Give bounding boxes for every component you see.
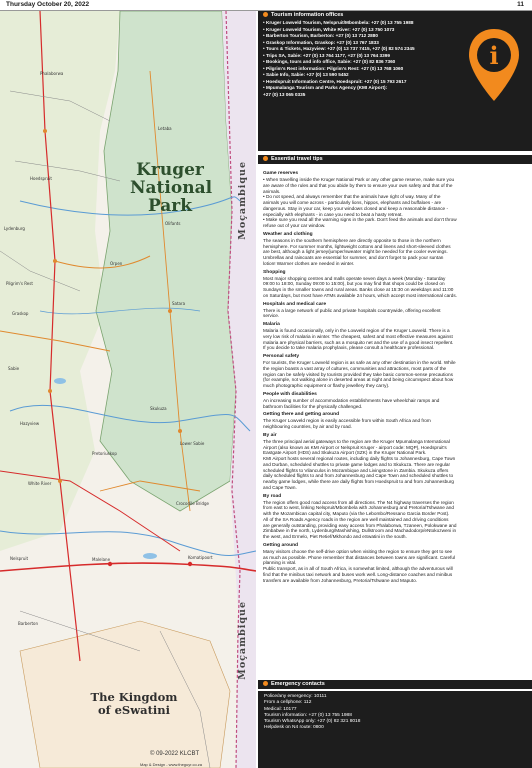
tip-line: Airport (also known as KMI Airport or Nelspruit Kruger - airport code: MQP), Hoedspruit's bbox=[263, 444, 447, 450]
list-item: • Hoedspruit Information Centre, Hoedspruit: +27 (0) 15 793 2617 bbox=[263, 78, 407, 84]
place-label: Letaba bbox=[158, 126, 172, 131]
place-label: Nelspruit bbox=[10, 556, 29, 561]
place-label: Graskop bbox=[12, 311, 29, 316]
emergency-panel bbox=[258, 691, 532, 768]
info-pin-icon bbox=[466, 27, 522, 105]
tip-line: are best, although a light jersey/jumper/sweater might be needed for the cooler evenings. bbox=[263, 249, 448, 255]
list-item: • Kruger Lowveld Tourism, Nelspruit/Mbombela: +27 (0) 13 755 1988 bbox=[263, 20, 414, 25]
tip-line: scheduled flights to Vilanculos in Mozambique and Livingstone in Zambia. Skukuza offers bbox=[263, 467, 449, 473]
tip-line: Sundays in the smaller towns and rural areas. Banks close at 15:30 on weekdays and 11:00 bbox=[263, 287, 454, 292]
list-item: • Trips SA, Sabie: +27 (0) 13 764 1177, +27 (0) 13 764 3399 bbox=[263, 52, 390, 58]
place-label: Lydenburg bbox=[4, 226, 25, 231]
place-label: Pretoriuskop bbox=[92, 451, 117, 456]
map-graphic bbox=[0, 11, 256, 768]
tip-line: bathroom facilities for the physically challenged. bbox=[263, 403, 363, 409]
info-column bbox=[258, 11, 532, 768]
park-label: Kruger National Park bbox=[130, 160, 213, 216]
tip-line: transfers are available from Johannesburg, Pretoria/Tshwane and Maputo. bbox=[263, 577, 417, 583]
travel-tips bbox=[263, 168, 528, 583]
place-label: Hoedspruit bbox=[30, 176, 52, 181]
page-header bbox=[0, 0, 532, 11]
tip-line: lotion! Warmer clothes are needed in winter. bbox=[263, 260, 355, 266]
regional-map bbox=[0, 11, 256, 768]
tip-line: The Kruger Lowveld region is easily accessible from within South Africa and from bbox=[263, 418, 431, 424]
tip-line: Umbrellas and raincoats are essential for summer, and don't forget to pack your suntan bbox=[263, 255, 444, 260]
emergency-heading: Emergency contacts bbox=[258, 680, 532, 689]
list-item: From a cellphone: 112 bbox=[264, 700, 312, 706]
tip-line: on Saturdays, but most have ATMs available 24 hours, which accept most international cards. bbox=[263, 292, 458, 298]
tip-line: very low risk of malaria in winter. The cheapest, safest and most effective measures against bbox=[263, 333, 453, 339]
map-credit: Map & Design - www.theguyr.co.za bbox=[140, 762, 203, 767]
tip-line: from east to west, linking Nelspruit/Mbombela with Johannesburg and Pretoria/Tshwane and bbox=[263, 505, 454, 511]
tip-section-title: Personal safety bbox=[263, 354, 300, 359]
list-item: • Pilgrim's Rest information: Pilgrim's Rest: +27 (0) 13 768 1060 bbox=[263, 65, 404, 71]
tip-section-title: Weather and clothing bbox=[263, 231, 313, 237]
place-label: Satara bbox=[172, 301, 186, 306]
svg-text:i: i bbox=[489, 41, 499, 70]
tip-line: • When travelling inside the Kruger National Park or any other game reserve, make sure you bbox=[263, 177, 455, 182]
tip-section-title: By road bbox=[263, 493, 282, 499]
list-item: • Tours & Tickets, Hazyview: +27 (0) 13 737 7415, +27 (0) 82 574 2345 bbox=[263, 46, 415, 51]
tip-line: The three principal aerial gateways to the region are the Kruger Mpumalanga International bbox=[263, 438, 450, 444]
tip-section-title: People with disabilities bbox=[263, 391, 317, 397]
tip-line: animals you will come across - particularly lions, hippos, elephants and buffaloes - are bbox=[263, 200, 442, 205]
list-item: Tourism information: +27 (0) 13 755 1988 bbox=[264, 712, 352, 718]
place-label: White River bbox=[28, 481, 52, 486]
bullet-icon bbox=[263, 12, 268, 17]
tip-section-title: Getting around bbox=[263, 542, 299, 548]
list-item: +27 (0) 13 065 0335 bbox=[263, 91, 306, 97]
tip-section-title: Shopping bbox=[263, 269, 286, 275]
map-copyright: © 09-2022 KLCBT bbox=[150, 751, 200, 757]
mozambique-label-upper: Moçambique bbox=[237, 161, 248, 240]
tip-line: the region boasts a vast array of cultures, communities and attractions, most parts of the bbox=[263, 365, 447, 371]
list-item: Tourism WhatsApp only: +27 (0) 82 321 8018 bbox=[264, 719, 361, 725]
tip-line: service. bbox=[263, 313, 280, 319]
eswatini-label: The Kingdom of eSwatini bbox=[90, 690, 178, 717]
list-item: • Kruger Lowveld Tourism, White River: +27 (0) 13 750 1073 bbox=[263, 26, 395, 32]
tip-line: All of the SA Roads Agency roads in the region are well maintained and driving conditions bbox=[263, 516, 449, 522]
place-label: Crocodile Bridge bbox=[176, 501, 209, 506]
tip-line: Public transport, as in all of South Africa, is somewhat limited, although the adventurous will bbox=[263, 566, 453, 571]
tip-line: with the Mozambican capital city, Maputo (via the Lebombo/Ressano Garcia Border Post). bbox=[263, 511, 450, 516]
tip-line: hemisphere. For summer months, lightweight cottons and linens and short-sleeved clothes bbox=[263, 243, 451, 249]
tip-line: Zimbabwe in the north, Lydenburg/Mashishing, Dullstroom and Machadodorp/eNtokozweni in bbox=[263, 528, 457, 534]
tip-line: and Durban, scheduled shuttles to private game lodges and to Skukuza. There are regular bbox=[263, 461, 451, 467]
tip-line: 09:00 to 18:00, Sunday 09:00 to 15:00), but you may find that shops could be closed on bbox=[263, 281, 445, 287]
tip-line: • Do not speed, and always remember that the animals have right of way. Many of the bbox=[263, 194, 441, 200]
tip-line: and Cape Town. bbox=[263, 484, 297, 490]
place-label: Pilgrim's Rest bbox=[6, 281, 33, 286]
place-label: Phalaborwa bbox=[40, 71, 64, 76]
tip-line: Eastgate Airport (HDS) and Skukuza Airport (SZK) in the Kruger National Park. bbox=[263, 450, 427, 456]
tip-line: (for example, not walking alone in deserted areas at night and being circumspect about how bbox=[263, 377, 454, 383]
tip-line: refuse out of your car window. bbox=[263, 223, 326, 228]
tip-line: especially with elephants - in case you need to beat a hasty retreat. bbox=[263, 211, 403, 217]
tip-line: Most major shopping centres and malls operate seven days a week (Monday - Saturday bbox=[263, 275, 446, 281]
tip-line: planning is vital. bbox=[263, 560, 297, 566]
tip-line: much photographic equipment or flashy jewellery they carry). bbox=[263, 383, 390, 388]
bullet-icon bbox=[263, 681, 268, 686]
bullet-icon bbox=[263, 156, 268, 161]
tip-line: The seasons in the southern hemisphere are directly opposite to those in the northern bbox=[263, 237, 441, 243]
list-item: Helpdesk on N4 route: 0800 bbox=[264, 725, 324, 731]
list-item: • Sabie Info, Sabie: +27 (0) 13 590 5452 bbox=[263, 72, 349, 77]
list-item: • Bookings, tours and info office, Sabie: +27 (0) 82 836 7360 bbox=[263, 59, 396, 64]
tip-line: For tourists, the Kruger Lowveld region is as safe as any other destination in the world. While bbox=[263, 360, 456, 365]
place-label: Barberton bbox=[18, 621, 39, 626]
tip-line: are generally outstanding, providing easy access from Phalaborwa, Tzaneen, Polokwane and bbox=[263, 522, 457, 528]
tip-line: dangerous. Stay in your car, keep your windows closed and keep a reasonable distance - bbox=[263, 205, 449, 211]
tip-line: malaria are physical barriers, such as a mosquito net and the use of a good insect repellent. bbox=[263, 339, 454, 345]
tip-line: nearby game lodges, while there are daily flights from Hoedspruit to and from Johannesburg bbox=[263, 479, 454, 484]
place-label: Malelane bbox=[92, 557, 111, 562]
mozambique-label-lower: Moçambique bbox=[237, 601, 248, 680]
tip-line: There is a large network of public and private hospitals countrywide, offering excellent bbox=[263, 307, 441, 313]
tip-line: the west, and Ermelo, Piet Retief/Mkhondo and eSwatini in the south. bbox=[263, 534, 407, 539]
issue-date: Thursday October 20, 2022 bbox=[6, 1, 90, 8]
list-item: Medical: 10177 bbox=[264, 706, 297, 712]
tourism-heading: Tourism information offices bbox=[258, 11, 532, 20]
place-label: Skukuza bbox=[150, 406, 167, 411]
tip-line: KMI Airport hosts several regional routes, including daily flights to Johannesburg, Cape Town bbox=[263, 456, 456, 461]
place-label: Orpen bbox=[110, 261, 123, 266]
list-item: Police/any emergency: 10111 bbox=[264, 694, 327, 699]
place-label: Hazyview bbox=[20, 421, 40, 426]
tip-line: neighbouring countries, by air and by road. bbox=[263, 424, 352, 429]
page-number: 11 bbox=[517, 1, 524, 8]
tip-line: An increasing number of accommodation establishments have wheelchair ramps and bbox=[263, 397, 440, 403]
place-label: Sabie bbox=[8, 366, 20, 371]
tip-line: find that the minibus taxi network and buses work well. Long-distance coaches and minibus bbox=[263, 571, 453, 577]
list-item: • Mpumalanga Tourism and Parks Agency (KMI Airport): bbox=[263, 85, 388, 90]
tip-section-title: Malaria bbox=[263, 322, 280, 327]
tips-heading: Essential travel tips bbox=[258, 155, 532, 164]
list-item: • Graskop Information, Graskop: +27 (0) 13 767 1833 bbox=[263, 39, 379, 45]
place-label: Olifants bbox=[165, 221, 181, 226]
tourism-list bbox=[258, 20, 463, 98]
tip-line: • Make sure you read all the warning signs in the park. Don't feed the animals and don't throw bbox=[263, 217, 457, 223]
tip-line: region can be safely visited by tourists provided they take basic common-sense precautions bbox=[263, 371, 453, 377]
tip-line: The region offers good road access from all directions. The N4 highway traverses the region bbox=[263, 499, 454, 505]
tip-section-title: By air bbox=[263, 432, 277, 438]
place-label: Lower Sabie bbox=[180, 441, 205, 446]
tourism-offices-panel bbox=[258, 11, 532, 151]
tip-section-title: Getting there and getting around bbox=[263, 412, 340, 418]
tip-line: are aware of the rules and that you abide by them to ensure your own safety and that of the bbox=[263, 182, 453, 188]
tip-line: Malaria is found occasionally, only in the Lowveld region of the Kruger Lowveld. There is a bbox=[263, 328, 450, 333]
tip-line: daily scheduled flights to and from Johannesburg and Cape Town and scheduled shuttles to bbox=[263, 473, 454, 479]
list-item: • Barberton Tourism, Barberton: +27 (0) 13 712 2880 bbox=[263, 33, 379, 38]
tip-section-title: Game reserves bbox=[263, 171, 299, 176]
tip-line: animals. bbox=[263, 188, 281, 194]
tip-line: as much as possible. Phone remember that distances between towns are significant. Careful bbox=[263, 554, 456, 560]
tip-section-title: Hospitals and medical care bbox=[263, 301, 327, 307]
tip-line: Many visitors choose the self-drive option when visiting the region to ensure they get to see bbox=[263, 548, 453, 554]
tip-line: If you decide to take malaria prophylaxis, please consult a healthcare professional. bbox=[263, 345, 435, 351]
place-label: Komatipoort bbox=[188, 555, 213, 560]
